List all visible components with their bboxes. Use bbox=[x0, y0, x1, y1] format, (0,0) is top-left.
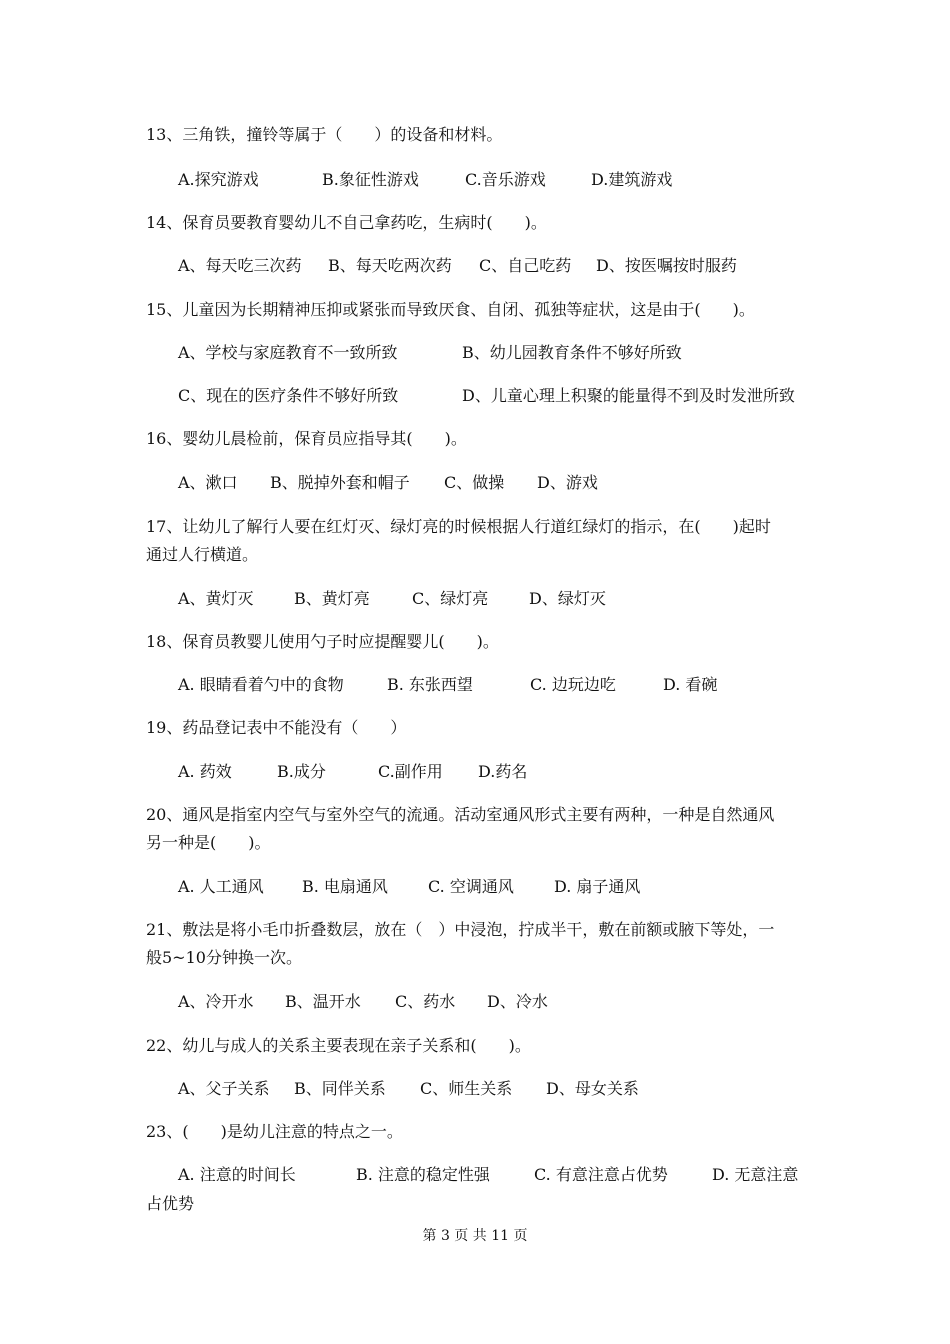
option-c: C、药水 bbox=[395, 992, 456, 1011]
option-b: B. 东张西望 bbox=[387, 675, 473, 694]
option-c: C、现在的医疗条件不够好所致 bbox=[178, 386, 399, 405]
option-d: D. 无意注意 bbox=[712, 1165, 799, 1184]
option-b: B. 电扇通风 bbox=[302, 877, 388, 896]
option-b: B.象征性游戏 bbox=[322, 170, 419, 189]
question-17-continued: 通过人行横道。 bbox=[146, 545, 259, 564]
option-a: A、每天吃三次药 bbox=[178, 256, 302, 275]
question-23: 23、( )是幼儿注意的特点之一。 bbox=[146, 1122, 403, 1141]
question-14: 14、保育员要教育婴幼儿不自己拿药吃，生病时( )。 bbox=[146, 213, 547, 232]
option-d: D、按医嘱按时服药 bbox=[596, 256, 737, 275]
option-a: A、学校与家庭教育不一致所致 bbox=[178, 343, 398, 362]
option-a: A. 人工通风 bbox=[178, 877, 264, 896]
option-b: B. 注意的稳定性强 bbox=[356, 1165, 490, 1184]
question-19: 19、药品登记表中不能没有（ ） bbox=[146, 718, 407, 737]
option-a: A. 药效 bbox=[178, 762, 232, 781]
question-21-continued: 般5~10分钟换一次。 bbox=[146, 948, 302, 967]
option-c: C、师生关系 bbox=[420, 1079, 513, 1098]
question-20: 20、通风是指室内空气与室外空气的流通。活动室通风形式主要有两种，一种是自然通风 bbox=[146, 805, 775, 824]
option-b: B、幼儿园教育条件不够好所致 bbox=[462, 343, 682, 362]
option-c: C.音乐游戏 bbox=[465, 170, 546, 189]
option-a: A. 眼睛看着勺中的食物 bbox=[178, 675, 344, 694]
option-c: C、绿灯亮 bbox=[412, 589, 489, 608]
option-d: D、母女关系 bbox=[546, 1079, 639, 1098]
option-c: C. 边玩边吃 bbox=[530, 675, 616, 694]
option-d-continued: 占优势 bbox=[146, 1194, 195, 1213]
question-22: 22、幼儿与成人的关系主要表现在亲子关系和( )。 bbox=[146, 1036, 531, 1055]
option-b: B、脱掉外套和帽子 bbox=[270, 473, 410, 492]
question-13: 13、三角铁，撞铃等属于（ ）的设备和材料。 bbox=[146, 125, 503, 144]
question-20-continued: 另一种是( )。 bbox=[146, 833, 271, 852]
page-footer: 第 3 页 共 11 页 bbox=[422, 1228, 528, 1244]
option-a: A. 注意的时间长 bbox=[178, 1165, 296, 1184]
option-c: C、做操 bbox=[444, 473, 505, 492]
question-18: 18、保育员教婴儿使用勺子时应提醒婴儿( )。 bbox=[146, 632, 499, 651]
option-b: B.成分 bbox=[277, 762, 326, 781]
question-21: 21、敷法是将小毛巾折叠数层，放在（ ）中浸泡，拧成半干，敷在前额或腋下等处，一 bbox=[146, 920, 775, 939]
option-c: C. 有意注意占优势 bbox=[534, 1165, 668, 1184]
option-a: A、冷开水 bbox=[178, 992, 254, 1011]
option-a: A、父子关系 bbox=[178, 1079, 270, 1098]
option-b: B、同伴关系 bbox=[294, 1079, 386, 1098]
option-d: D. 扇子通风 bbox=[554, 877, 641, 896]
option-d: D、游戏 bbox=[537, 473, 598, 492]
option-b: B、温开水 bbox=[285, 992, 361, 1011]
option-a: A.探究游戏 bbox=[178, 170, 259, 189]
option-c: C、自己吃药 bbox=[479, 256, 572, 275]
option-d: D、绿灯灭 bbox=[529, 589, 606, 608]
option-b: B、每天吃两次药 bbox=[328, 256, 452, 275]
option-c: C.副作用 bbox=[378, 762, 443, 781]
option-a: A、漱口 bbox=[178, 473, 238, 492]
option-d: D、冷水 bbox=[487, 992, 548, 1011]
option-b: B、黄灯亮 bbox=[294, 589, 370, 608]
option-d: D.药名 bbox=[478, 762, 528, 781]
option-a: A、黄灯灭 bbox=[178, 589, 254, 608]
question-16: 16、婴幼儿晨检前，保育员应指导其( )。 bbox=[146, 429, 467, 448]
option-d: D. 看碗 bbox=[663, 675, 718, 694]
option-c: C. 空调通风 bbox=[428, 877, 514, 896]
question-17: 17、让幼儿了解行人要在红灯灭、绿灯亮的时候根据人行道红绿灯的指示，在( )起时 bbox=[146, 517, 771, 536]
option-d: D.建筑游戏 bbox=[591, 170, 673, 189]
question-15: 15、儿童因为长期精神压抑或紧张而导致厌食、自闭、孤独等症状，这是由于( )。 bbox=[146, 300, 755, 319]
option-d: D、儿童心理上积聚的能量得不到及时发泄所致 bbox=[462, 386, 795, 405]
